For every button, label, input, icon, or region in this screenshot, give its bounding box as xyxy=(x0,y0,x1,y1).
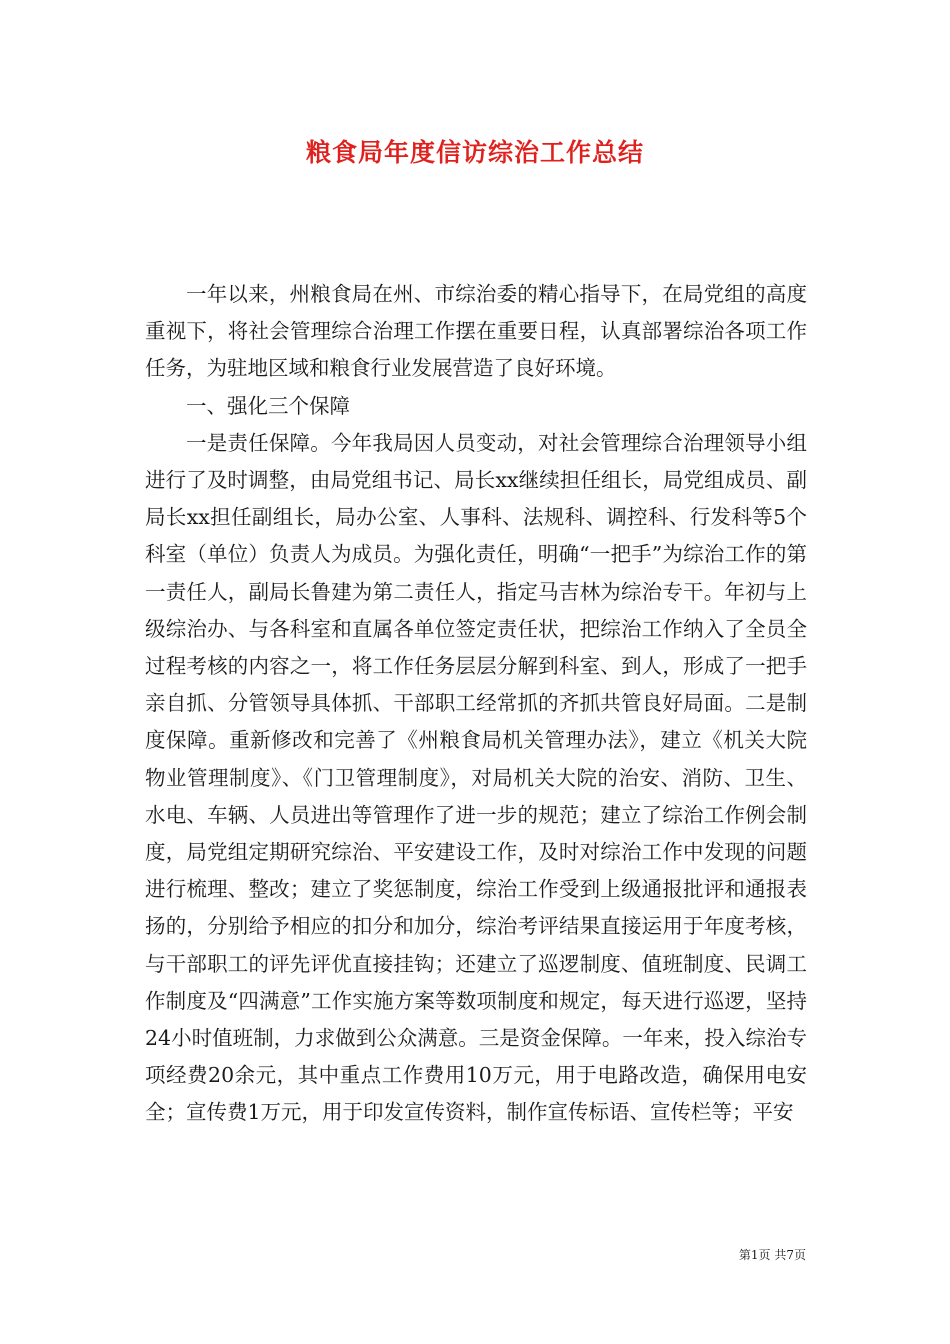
paragraph-intro: 一年以来，州粮食局在州、市综治委的精心指导下，在局党组的高度重视下，将社会管理综合治理工作摆在重要日程，认真部署综治各项工作任务，为驻地区域和粮食行业发展营造了良好环境。 xyxy=(145,282,807,381)
paragraph-guarantees: 一是责任保障。今年我局因人员变动，对社会管理综合治理领导小组进行了及时调整，由局党组书记、局长xx继续担任组长，局党组成员、副局长xx担任副组长，局办公室、人事科、法规科、调控科、行发科等5个科室（单位）负责人为成员。为强化责任，明确“一把手”为综治工作的第一责任人，副局长鲁建为第二责任人，指定马吉林为综治专干。年初与上级综治办、与各科室和直属各单位签定责任状，把综治工作纳入了全员全过程考核的内容之一，将工作任务层层分解到科室、到人，形成了一把手亲自抓、分管领导具体抓、干部职工经常抓的齐抓共管良好局面。二是制度保障。重新修改和完善了《州粮食局机关管理办法》，建立《机关大院物业管理制度》、《门卫管理制度》，对局机关大院的治安、消防、卫生、水电、车辆、人员进出等管理作了进一步的规范；建立了综治工作例会制度，局党组定期研究综治、平安建设工作，及时对综治工作中发现的问题进行梳理、整改；建立了奖惩制度，综治工作受到上级通报批评和通报表扬的，分别给予相应的扣分和加分，综治考评结果直接运用于年度考核，与干部职工的评先评优直接挂钩；还建立了巡逻制度、值班制度、民调工作制度及“四满意”工作实施方案等数项制度和规定，每天进行巡逻，坚持24小时值班制，力求做到公众满意。三是资金保障。一年来，投入综治专项经费20余元，其中重点工作费用10万元，用于电路改造，确保用电安全；宣传费1万元，用于印发宣传资料，制作宣传标语、宣传栏等；平安 xyxy=(145,430,807,1125)
section-heading: 一、强化三个保障 xyxy=(186,393,350,418)
document-body xyxy=(145,276,807,1132)
document-title: 粮食局年度信访综治工作总结 xyxy=(305,138,644,167)
page-number: 第1页 共7页 xyxy=(738,1248,806,1262)
